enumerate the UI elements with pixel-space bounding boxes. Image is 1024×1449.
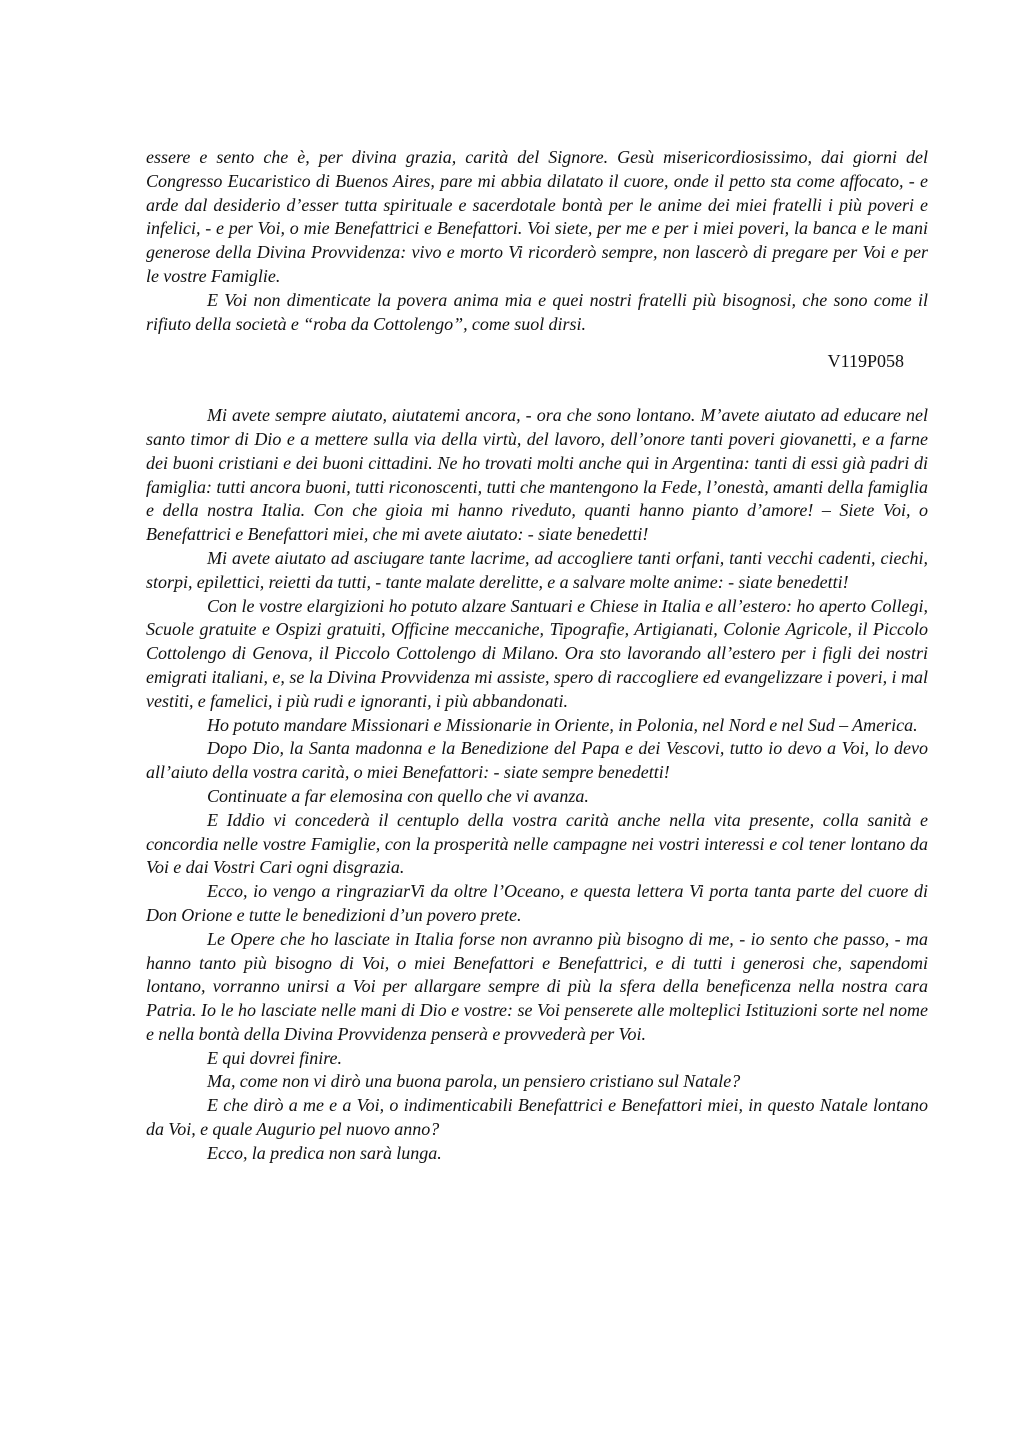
paragraph: Mi avete aiutato ad asciugare tante lacrime, ad accogliere tanti orfani, tanti vecchi cadenti, ciechi, storpi, epilettici, reietti da tutti, - tante malate derelitte, e a salvare molte anime: - siate benedetti! [146, 547, 928, 592]
paragraph: E Iddio vi concederà il centuplo della vostra carità anche nella vita presente, colla sanità e concordia nelle vostre Famiglie, con la prosperità nelle campagne nei vostri interessi e col tener lontano da Voi e dai Vostri Cari ogni disgrazia. [146, 809, 928, 878]
paragraph: Con le vostre elargizioni ho potuto alzare Santuari e Chiese in Italia e all’estero: ho aperto Collegi, Scuole gratuite e Ospizi gratuiti, Officine meccaniche, Tipografie, Artigianati, Colonie Agricole, il Piccolo Cottolengo di Genova, il Piccolo Cottolengo di Milano. Ora sto lavorando all’estero per i figli dei nostri emigrati italiani, e, se la Divina Provvidenza mi assiste, spero di raccogliere ed evangelizzare i poveri, i mal vestiti, e famelici, i più rudi e ignoranti, i più abbandonati. [146, 595, 928, 711]
paragraph: Dopo Dio, la Santa madonna e la Benedizione del Papa e dei Vescovi, tutto io devo a Voi, lo devo all’aiuto della vostra carità, o miei Benefattori: - siate sempre benedetti! [146, 738, 928, 783]
paragraph: Ecco, la predica non sarà lunga. [207, 1142, 442, 1163]
paragraph: Le Opere che ho lasciate in Italia forse non avranno più bisogno di me, - io sento che passo, - ma hanno tanto più bisogno di Voi, o miei Benefattori e Benefattrici, e di tutti i generosi che, sapendomi lontano, vorranno unirsi a Voi per allargare sempre di più la sfera della beneficenza nella nostra cara Patria. Io le ho lasciate nelle mani di Dio e vostre: se Voi penserete alle molteplici Istituzioni sorte nel nome e nella bontà della Divina Provvidenza penserà e provvederà per Voi. [146, 928, 928, 1044]
document-page [146, 146, 928, 1166]
paragraph: essere e sento che è, per divina grazia, carità del Signore. Gesù misericordiosissimo, dai giorni del Congresso Eucaristico di Buenos Aires, pare mi abbia dilatato il cuore, onde il petto sta come affocato, - e arde dal desiderio d’esser tutta spirituale e sacerdotale bontà per le anime dei miei fratelli i più poveri e infelici, - e per Voi, o mie Benefattrici e Benefattori. Voi siete, per me e per i miei poveri, la banca e le mani generose della Divina Provvidenza: vivo e morto Vi ricorderò sempre, non lascerò di pregare per Voi e per le vostre Famiglie. [146, 147, 928, 286]
paragraph: E qui dovrei finire. [207, 1047, 343, 1068]
paragraph: E Voi non dimenticate la povera anima mia e quei nostri fratelli più bisognosi, che sono come il rifiuto della società e “roba da Cottolengo”, come suol dirsi. [146, 289, 928, 334]
paragraph: Ecco, io vengo a ringraziarVi da oltre l’Oceano, e questa lettera Vi porta tanta parte del cuore di Don Orione e tutte le benedizioni d’un povero prete. [146, 881, 928, 925]
page-reference: V119P058 [827, 351, 904, 372]
paragraph: Continuate a far elemosina con quello che vi avanza. [207, 785, 589, 806]
paragraph: Ma, come non vi dirò una buona parola, un pensiero cristiano sul Natale? [207, 1071, 741, 1092]
text-block-before [146, 146, 928, 336]
paragraph: E che dirò a me e a Voi, o indimenticabili Benefattrici e Benefattori miei, in questo Natale lontano da Voi, e quale Augurio pel nuovo anno? [146, 1095, 928, 1140]
paragraph: Ho potuto mandare Missionari e Missionarie in Oriente, in Polonia, nel Nord e nel Sud – America. [207, 714, 918, 735]
text-block-after [146, 404, 928, 1166]
paragraph: Mi avete sempre aiutato, aiutatemi ancora, - ora che sono lontano. M’avete aiutato ad educare nel santo timor di Dio e a mettere sulla via della virtù, del lavoro, dell’onore tanti poveri giovanetti, e a farne dei buoni cristiani e dei buoni cittadini. Ne ho trovati molti anche qui in Argentina: tanti di essi già padri di famiglia: tutti ancora buoni, tutti riconoscenti, tutti che mantengono la Fede, l’onestà, amanti della famiglia e della nostra Italia. Con che gioia mi hanno riveduto, quanti hanno pianto d’amore! – Siete Voi, o Benefattrici e Benefattori miei, che mi avete aiutato: - siate benedetti! [146, 405, 928, 545]
